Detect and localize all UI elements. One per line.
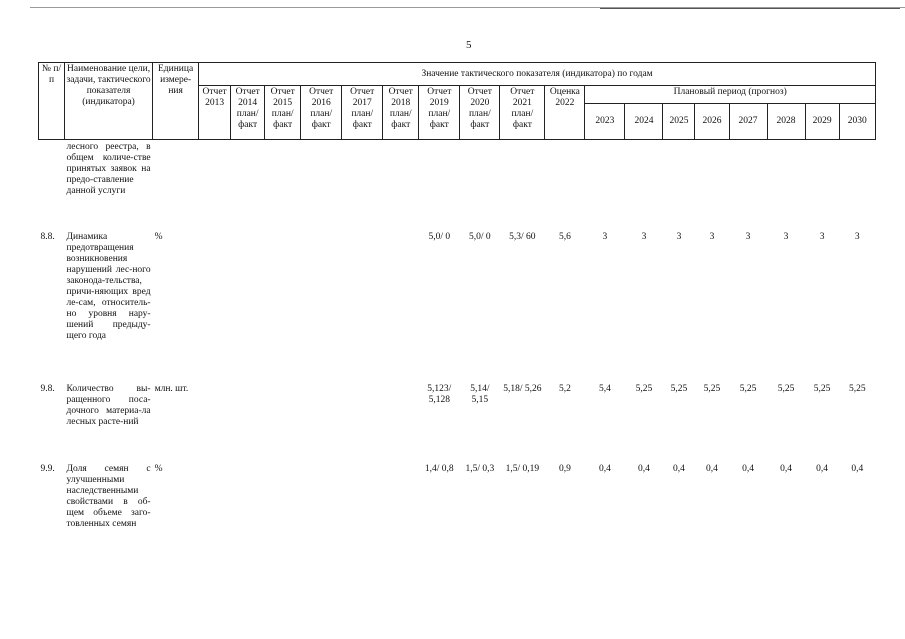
- table-row-continuation: [39, 140, 876, 230]
- row-number: 9.9.: [40, 463, 55, 474]
- report-col-label: Отчет 2018: [388, 87, 413, 108]
- row-report-value: [383, 462, 419, 552]
- header-plan-year: 2030: [839, 104, 875, 140]
- row-report-value: 5,0/ 0: [428, 231, 451, 242]
- header-report-col: [342, 86, 383, 140]
- row-plan-value: 0,4: [816, 463, 828, 474]
- report-col-sub: план/ факт: [310, 109, 333, 130]
- row-plan-value: 0,4: [673, 463, 685, 474]
- report-col-sub: план/ факт: [236, 109, 259, 130]
- row-plan-value: 3: [819, 231, 825, 242]
- row-report-value: [265, 382, 301, 462]
- header-plan-title: Плановый период (прогноз): [585, 86, 876, 104]
- row-report-value: 5,3/ 60: [509, 231, 536, 242]
- table-row: [39, 462, 876, 552]
- header-report-col: [500, 86, 545, 140]
- row-plan-value: 3: [641, 231, 647, 242]
- report-col-label: Отчет 2014: [235, 87, 260, 108]
- report-col-label: Отчет 2020: [467, 87, 492, 108]
- report-col-sub: план/ факт: [351, 109, 374, 130]
- row-report-value: 1,5/ 0,3: [465, 463, 495, 474]
- row-report-value: [199, 382, 231, 462]
- report-col-sub: план/ факт: [389, 109, 412, 130]
- row-report-value: [383, 230, 419, 382]
- header-report-col: [419, 86, 460, 140]
- header-report-col: [383, 86, 419, 140]
- row-plan-value: 5,25: [777, 383, 795, 394]
- row-plan-value: 3: [676, 231, 682, 242]
- header-report-col: [460, 86, 500, 140]
- row-plan-value: 5,25: [813, 383, 831, 394]
- row-report-value: [199, 462, 231, 552]
- row-estimate: 5,2: [558, 383, 571, 394]
- row-estimate: 0,9: [558, 463, 571, 474]
- row-plan-value: 5,4: [598, 383, 611, 394]
- continuation-text: лесного реестра, в общем количе-стве принятых заявок на предо-ставление данной услуги: [66, 142, 151, 196]
- row-plan-value: 0,4: [780, 463, 792, 474]
- row-plan-value: 0,4: [638, 463, 650, 474]
- header-plan-year: 2023: [585, 104, 625, 140]
- table-row: [39, 230, 876, 382]
- header-unit: Единица измере-ния: [153, 63, 199, 140]
- row-plan-value: 5,25: [670, 383, 688, 394]
- row-plan-value: 3: [709, 231, 715, 242]
- header-name: Наименование цели, задачи, тактического показателя (индикатора): [65, 63, 153, 140]
- row-report-value: 5,123/ 5,128: [427, 383, 452, 405]
- row-estimate: 5,6: [558, 231, 571, 242]
- row-report-value: [199, 230, 231, 382]
- report-col-sub: план/ факт: [511, 109, 534, 130]
- header-report-col: [231, 86, 265, 140]
- row-plan-value: 5,25: [635, 383, 653, 394]
- row-plan-value: 0,4: [706, 463, 718, 474]
- report-col-sub: план/ факт: [428, 109, 451, 130]
- row-report-value: [231, 462, 265, 552]
- header-values-title: Значение тактического показателя (индикатора) по годам: [199, 63, 876, 86]
- row-plan-value: 5,25: [739, 383, 757, 394]
- page-number: 5: [466, 39, 472, 51]
- report-col-label: Отчет 2017: [350, 87, 375, 108]
- row-report-value: [383, 382, 419, 462]
- report-col-sub: план/ факт: [271, 109, 294, 130]
- row-plan-value: 3: [854, 231, 860, 242]
- table-header: [39, 63, 876, 140]
- report-col-label: Отчет 2016: [309, 87, 334, 108]
- row-report-value: 1,5/ 0,19: [505, 463, 540, 474]
- row-report-value: [265, 462, 301, 552]
- report-col-label: Отчет 2015: [270, 87, 295, 108]
- row-report-value: [301, 462, 342, 552]
- row-report-value: [301, 230, 342, 382]
- row-report-value: [231, 230, 265, 382]
- row-report-value: [265, 230, 301, 382]
- report-col-label: Отчет 2019: [427, 87, 452, 108]
- row-report-value: [231, 382, 265, 462]
- row-plan-value: 3: [783, 231, 789, 242]
- row-report-value: [301, 382, 342, 462]
- header-plan-year: 2025: [663, 104, 695, 140]
- header-num: № п/п: [39, 63, 65, 140]
- row-indicator-name: Количество вы-ращенного поса-дочного материа-ла лесных расте-ний: [66, 383, 151, 427]
- row-plan-value: 5,25: [848, 383, 866, 394]
- header-report-col: [301, 86, 342, 140]
- report-col-label: Отчет 2021: [510, 87, 535, 108]
- row-plan-value: 3: [745, 231, 751, 242]
- indicator-table: [38, 62, 876, 552]
- row-indicator-name: Динамика предотвращения возникновения нарушений лес-ного законода-тельства, причи-няющих вред ле-сам, относитель-но уровня нару-шений предыду-щего года: [66, 231, 151, 341]
- header-plan-year: 2024: [625, 104, 663, 140]
- header-report-col: [199, 86, 231, 140]
- row-number: 9.8.: [40, 383, 55, 394]
- row-unit: млн. шт.: [154, 383, 189, 394]
- report-col-sub: план/ факт: [468, 109, 491, 130]
- header-plan-year: 2028: [767, 104, 805, 140]
- row-report-value: [342, 230, 383, 382]
- row-plan-value: 5,25: [703, 383, 721, 394]
- row-report-value: 5,14/ 5,15: [470, 383, 490, 405]
- header-estimate: Оценка 2022: [545, 86, 585, 140]
- row-unit: %: [154, 463, 163, 474]
- header-report-col: [265, 86, 301, 140]
- row-plan-value: 0,4: [851, 463, 864, 474]
- report-col-label: Отчет 2013: [202, 87, 227, 108]
- row-report-value: 1,4/ 0,8: [424, 463, 454, 474]
- row-report-value: [342, 382, 383, 462]
- row-number: 8.8.: [40, 231, 55, 242]
- header-plan-year: 2027: [729, 104, 767, 140]
- header-plan-year: 2029: [805, 104, 839, 140]
- row-unit: %: [154, 231, 163, 242]
- header-plan-year: 2026: [695, 104, 729, 140]
- row-indicator-name: Доля семян с улучшенными наследственными свойствами в об-щем объеме заго-товленных семян: [66, 463, 151, 529]
- scan-top-border-dark: [600, 8, 900, 9]
- row-plan-value: 0,4: [598, 463, 611, 474]
- row-report-value: 5,18/ 5,26: [503, 383, 542, 394]
- table-row: [39, 382, 876, 462]
- row-report-value: [342, 462, 383, 552]
- row-report-value: 5,0/ 0: [469, 231, 491, 242]
- row-plan-value: 3: [602, 231, 608, 242]
- row-plan-value: 0,4: [742, 463, 754, 474]
